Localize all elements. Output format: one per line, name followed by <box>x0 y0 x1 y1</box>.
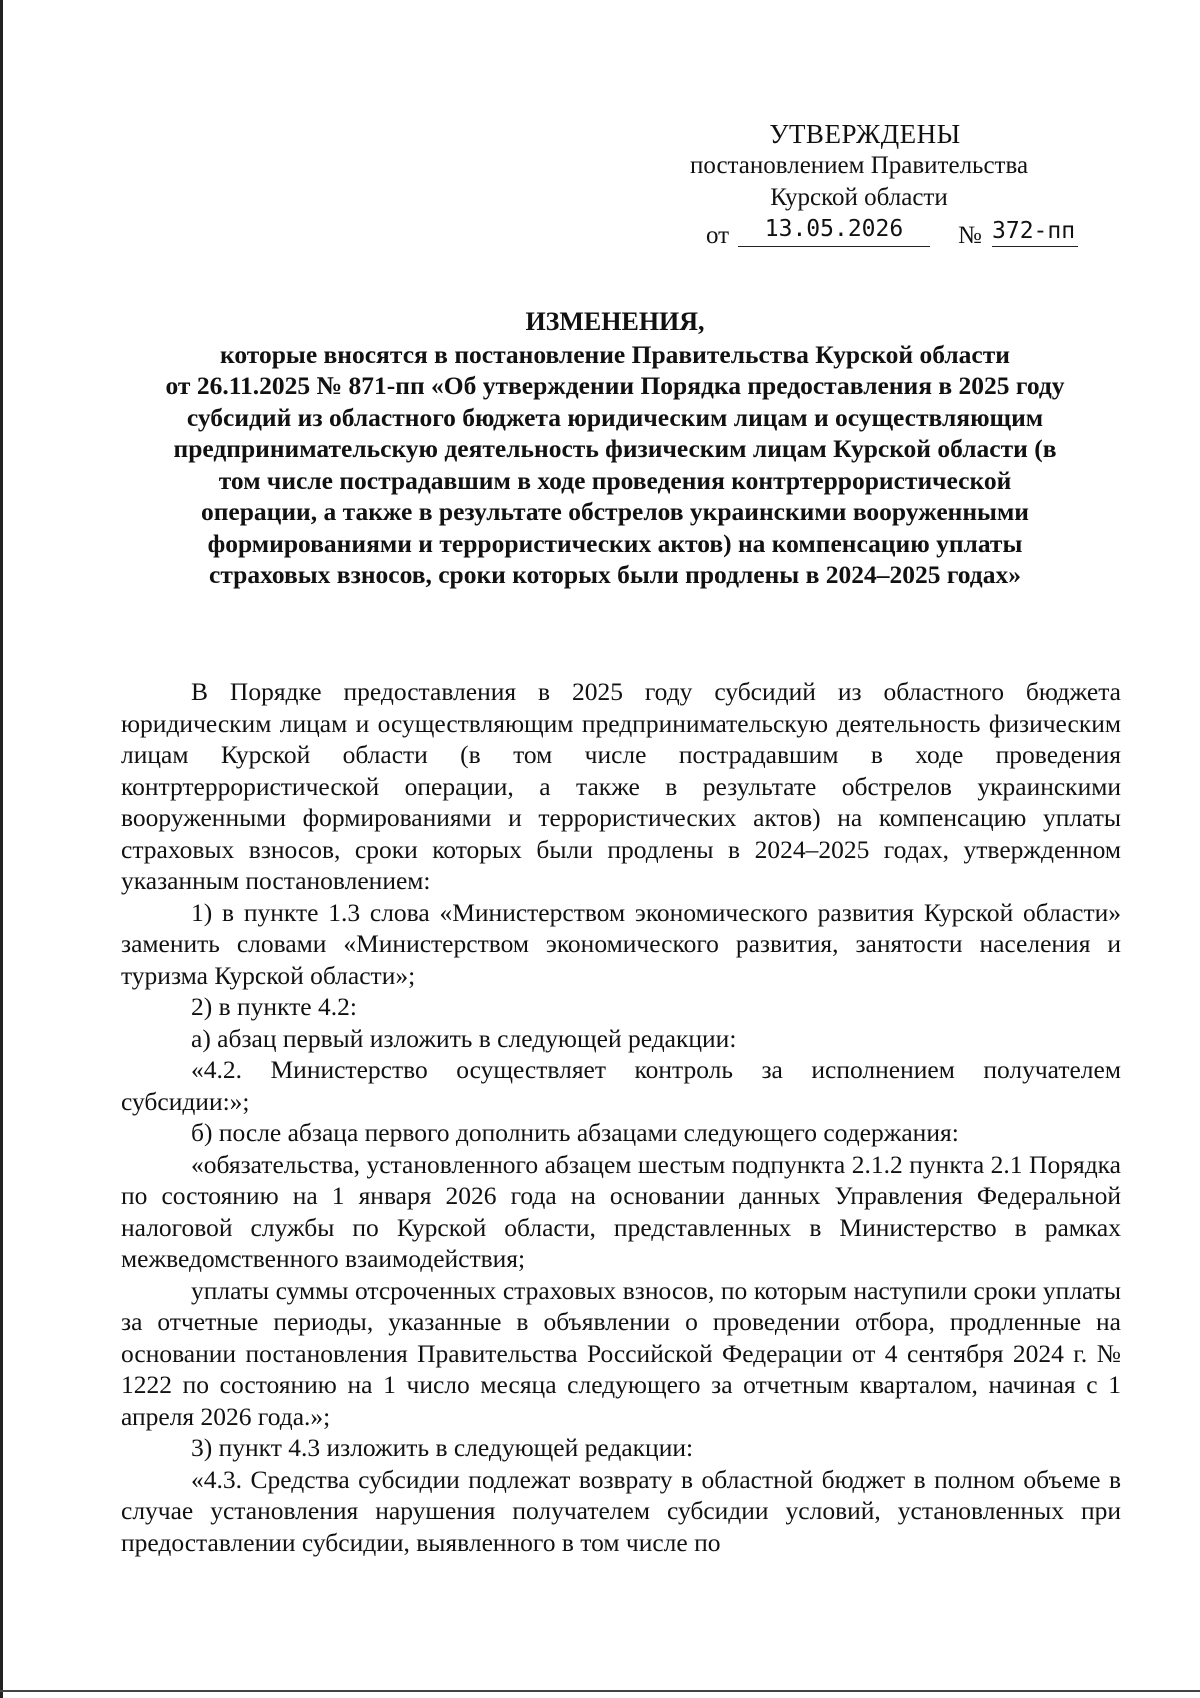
body-paragraph: б) после абзаца первого дополнить абзацами следующего содержания: <box>191 1118 959 1147</box>
body-paragraph: 1) в пункте 1.3 слова «Министерством экономического развития Курской области» заменить словами «Министерством экономического развития, занятости населения и туризма Курской области»; <box>121 897 1121 990</box>
body-paragraph: 2) в пункте 4.2: <box>191 992 357 1021</box>
heading-line: которые вносятся в постановление Правительства Курской области <box>220 339 1010 369</box>
approval-title: УТВЕРЖДЕНЫ <box>769 119 961 149</box>
approval-date-line <box>620 216 1090 250</box>
heading-line: формированиями и террористических актов) на компенсацию уплаты <box>207 528 1023 558</box>
body-paragraph: «4.3. Средства субсидии подлежат возврату в областной бюджет в полном объеме в случае установления нарушения получателем субсидии условий, установленных при предоставлении субсидии, выявленного в том числе по <box>121 1464 1121 1557</box>
document-body <box>121 676 1121 1558</box>
approval-line-1: постановлением Правительства <box>689 152 1029 179</box>
scan-edge-left <box>0 0 3 1698</box>
date-prefix: от <box>706 222 730 249</box>
body-paragraph: 3) пункт 4.3 изложить в следующей редакции: <box>191 1433 694 1462</box>
body-paragraph: а) абзац первый изложить в следующей редакции: <box>191 1023 737 1053</box>
heading-line: субсидий из областного бюджета юридическим лицам и осуществляющим <box>186 402 1044 432</box>
approval-number: 372-пп <box>992 214 1078 247</box>
document-heading <box>110 306 1120 591</box>
approval-block <box>620 118 1090 250</box>
heading-line: том числе пострадавшим в ходе проведения контртеррористической <box>218 465 1012 495</box>
approval-line-2: Курской области <box>770 184 948 211</box>
heading-line: от 26.11.2025 № 871-пп «Об утверждении Порядка предоставления в 2025 году <box>165 371 1065 400</box>
heading-line: предпринимательскую деятельность физическим лицам Курской области (в <box>173 434 1057 463</box>
body-paragraph: «4.2. Министерство осуществляет контроль за исполнением получателем субсидии:»; <box>121 1055 1121 1116</box>
body-paragraph: В Порядке предоставления в 2025 году субсидий из областного бюджета юридическим лицам и осуществляющим предпринимательскую деятельность физическим лицам Курской области (в том числе пострадавшим в ходе проведения контртеррористической операции, а также в результате обстрелов украинскими вооруженными формированиями и террористических актов) на компенсацию уплаты страховых взносов, сроки которых были продлены в 2024–2025 годах, утвержденном указанным постановлением: <box>121 677 1121 895</box>
number-prefix: № <box>958 222 982 249</box>
scan-edge-bottom <box>0 1690 1200 1692</box>
body-paragraph: уплаты суммы отсроченных страховых взносов, по которым наступили сроки уплаты за отчетные периоды, указанные в объявлении о проведении отбора, продленные на основании постановления Правительства Российской Федерации от 4 сентября 2024 г. № 1222 по состоянию на 1 число месяца следующего за отчетным кварталом, начиная с 1 апреля 2026 года.»; <box>121 1275 1121 1431</box>
heading-line: операции, а также в результате обстрелов украинскими вооруженными <box>200 497 1029 526</box>
approval-date: 13.05.2026 <box>738 212 930 247</box>
heading-title: ИЗМЕНЕНИЯ, <box>525 307 705 336</box>
body-paragraph: «обязательства, установленного абзацем шестым подпункта 2.1.2 пункта 2.1 Порядка по состоянию на 1 января 2026 года на основании данных Управления Федеральной налоговой службы по Курской области, представленных в Министерство в рамках межведомственного взаимодействия; <box>121 1149 1121 1273</box>
heading-line: страховых взносов, сроки которых были продлены в 2024–2025 годах» <box>209 560 1021 589</box>
